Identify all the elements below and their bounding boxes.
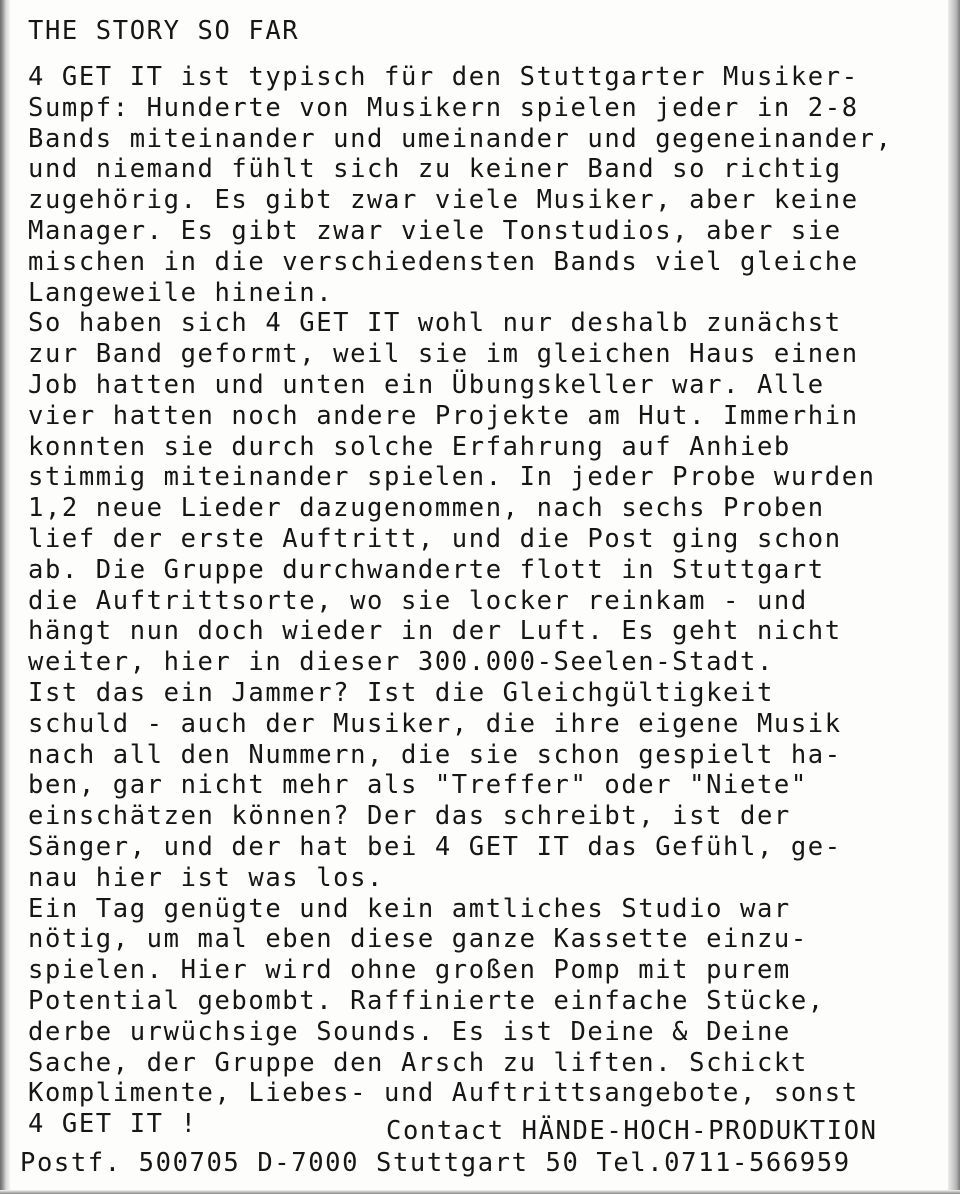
text-line: Bands miteinander und umeinander und gegeneinander, — [28, 123, 893, 154]
text-line: 4 GET IT ist typisch für den Stuttgarter Musiker- — [28, 62, 859, 92]
text-line: und niemand fühlt sich zu keiner Band so richtig — [28, 154, 842, 185]
text-line: So haben sich 4 GET IT wohl nur deshalb zunächst — [28, 308, 842, 339]
text-line: Sache, der Gruppe den Arsch zu liften. Schickt — [28, 1047, 808, 1078]
text-line: Sumpf: Hunderte von Musikern spielen jeder in 2-8 — [28, 92, 859, 123]
text-line: einschätzen können? Der das schreibt, ist der — [28, 801, 791, 832]
paper-edge-bottom — [0, 1190, 960, 1194]
text-line: Manager. Es gibt zwar viele Tonstudios, aber sie — [28, 215, 842, 246]
text-line: ab. Die Gruppe durchwanderte flott in Stuttgart — [28, 554, 825, 585]
text-line: mischen in die verschiedensten Bands viel gleiche — [28, 246, 859, 277]
text-line: Ein Tag genügte und kein amtliches Studio war — [28, 893, 791, 924]
text-line: spielen. Hier wird ohne großen Pomp mit purem — [28, 955, 791, 986]
text-line: Komplimente, Liebes- und Auftrittsangebote, sonst — [28, 1078, 859, 1109]
text-line: nach all den Nummern, die sie schon gespielt ha- — [28, 739, 842, 770]
text-line: lief der erste Auftritt, und die Post ging schon — [28, 523, 842, 554]
text-line: konnten sie durch solche Erfahrung auf Anhieb — [28, 431, 791, 462]
text-line: ben, gar nicht mehr als "Treffer" oder "Niete" — [28, 770, 808, 801]
text-line: Potential gebombt. Raffinierte einfache Stücke, — [28, 985, 825, 1016]
text-line: die Auftrittsorte, wo sie locker reinkam - und — [28, 585, 808, 616]
text-line: schuld - auch der Musiker, die ihre eigene Musik — [28, 708, 842, 739]
text-line: nötig, um mal eben diese ganze Kassette einzu- — [28, 924, 808, 955]
paper-edge-right — [948, 0, 960, 1194]
contact-line: Contact HÄNDE-HOCH-PRODUKTION — [386, 1116, 878, 1146]
text-line: vier hatten noch andere Projekte am Hut. Immerhin — [28, 400, 859, 431]
text-line: Sänger, und der hat bei 4 GET IT das Gefühl, ge- — [28, 831, 842, 862]
body-text — [28, 62, 948, 1140]
text-line: 4 GET IT ! — [28, 1109, 198, 1140]
text-line: Job hatten und unten ein Übungskeller war. Alle — [28, 369, 825, 400]
text-line: 1,2 neue Lieder dazugenommen, nach sechs Proben — [28, 493, 825, 524]
paper-edge-left — [0, 0, 10, 1194]
text-line: hängt nun doch wieder in der Luft. Es geht nicht — [28, 616, 842, 647]
text-line: stimmig miteinander spielen. In jeder Probe wurden — [28, 462, 876, 493]
text-line: Ist das ein Jammer? Ist die Gleichgültigkeit — [28, 677, 774, 708]
text-line: zur Band geformt, weil sie im gleichen Haus einen — [28, 339, 859, 370]
text-line: nau hier ist was los. — [28, 862, 384, 893]
text-line: derbe urwüchsige Sounds. Es ist Deine & Deine — [28, 1016, 791, 1047]
address-line: Postf. 500705 D-7000 Stuttgart 50 Tel.0711-566959 — [20, 1148, 851, 1178]
text-line: Langeweile hinein. — [28, 277, 334, 308]
text-line: zugehörig. Es gibt zwar viele Musiker, aber keine — [28, 185, 859, 216]
text-line: weiter, hier in dieser 300.000-Seelen-Stadt. — [28, 647, 774, 678]
document-title: THE STORY SO FAR — [28, 16, 300, 46]
